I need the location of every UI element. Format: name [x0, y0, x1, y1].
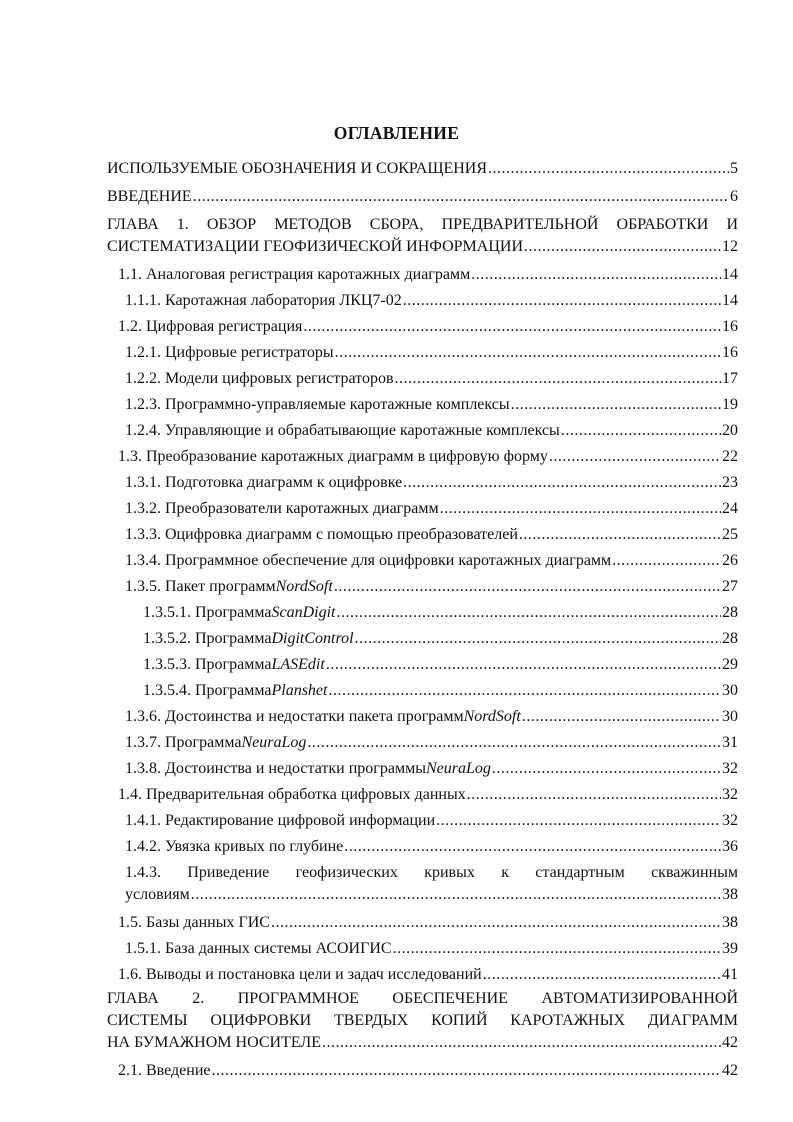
- page-number: 28: [722, 630, 738, 647]
- dot-leader: [193, 186, 729, 208]
- page-number: 32: [722, 812, 738, 829]
- toc-entry: 1.1.1. Каротажная лаборатория ЛКЦ7-02 ..... 14: [125, 290, 738, 312]
- page-number: 42: [722, 1034, 738, 1051]
- toc-entry: 1.4. Предварительная обработка цифровых данных ..... 32: [118, 784, 738, 806]
- dot-leader: [436, 810, 721, 832]
- page-number: 38: [722, 914, 738, 931]
- toc-entry: 1.3.8. Достоинства и недостатки программы NeuraLog ..... 32: [125, 758, 738, 780]
- dot-leader: [483, 964, 721, 986]
- page-number: 17: [722, 370, 738, 387]
- page-number: 12: [722, 238, 738, 255]
- dot-leader: [488, 158, 729, 180]
- dot-leader: [303, 316, 721, 338]
- page-number: 19: [722, 396, 738, 413]
- dot-leader: [471, 264, 721, 286]
- page-number: 26: [722, 552, 738, 569]
- dot-leader: [492, 758, 721, 780]
- page-number: 16: [722, 318, 738, 335]
- page-number: 39: [722, 940, 738, 957]
- page-number: 25: [722, 526, 738, 543]
- page-number: 42: [722, 1062, 738, 1079]
- dot-leader: [612, 550, 721, 572]
- dot-leader: [519, 524, 721, 546]
- page-number: 30: [722, 682, 738, 699]
- toc-entry: 1.3.2. Преобразователи каротажных диаграмм ..... 24: [125, 498, 738, 520]
- dot-leader: [511, 394, 721, 416]
- toc-entry-chapter-2: ГЛАВА 2. ПРОГРАММНОЕ ОБЕСПЕЧЕНИЕ АВТОМАТИЗИРОВАННОЙ СИСТЕМЫ ОЦИФРОВКИ ТВЕРДЫХ КОПИЙ КАРОТАЖНЫХ ДИАГРАММ НА БУМАЖНОМ НОСИТЕЛЕ ..... 42: [107, 988, 738, 1054]
- toc-entry: 1.3.5. Пакет программ NordSoft ..... 27: [125, 576, 738, 598]
- toc-entry: 1.3.5.2. Программа DigitControl ..... 28: [143, 628, 738, 650]
- toc-entry: 1.1. Аналоговая регистрация каротажных диаграмм ..... 14: [118, 264, 738, 286]
- dot-leader: [328, 680, 721, 702]
- page-number: 23: [722, 474, 738, 491]
- dot-leader: [403, 290, 721, 312]
- page-number: 14: [722, 266, 738, 283]
- dot-leader: [336, 602, 721, 624]
- dot-leader: [395, 368, 722, 390]
- toc-entry: 1.3.4. Программное обеспечение для оцифровки каротажных диаграмм ..... 26: [125, 550, 738, 572]
- toc-entry: 1.3.5.1. Программа ScanDigit ..... 28: [143, 602, 738, 624]
- dot-leader: [307, 732, 721, 754]
- page-number: 30: [722, 708, 738, 725]
- toc-entry: 1.4.1. Редактирование цифровой информации ..... 32: [125, 810, 738, 832]
- page-number: 27: [722, 578, 738, 595]
- toc-entry: 1.4.2. Увязка кривых по глубине ..... 36: [125, 836, 738, 858]
- dot-leader: [467, 784, 721, 806]
- toc-entry: 1.4.3. Приведение геофизических кривых к стандартным скважинным условиям ..... 38: [125, 862, 738, 906]
- dot-leader: [326, 654, 721, 676]
- dot-leader: [344, 836, 721, 858]
- toc-entry: 1.3.3. Оцифровка диаграмм с помощью преобразователей ..... 25: [125, 524, 738, 546]
- page-title: ОГЛАВЛЕНИЕ: [333, 123, 460, 143]
- toc-entry: 1.5. Базы данных ГИС ..... 38: [118, 912, 738, 934]
- dot-leader: [212, 1060, 722, 1082]
- page-number: 5: [730, 160, 738, 177]
- dot-leader: [524, 236, 721, 258]
- page-number: 24: [722, 500, 738, 517]
- toc-entry: 1.3.6. Достоинства и недостатки пакета программ NordSoft ..... 30: [125, 706, 738, 728]
- toc-entry: 1.2.1. Цифровые регистраторы ..... 16: [125, 342, 738, 364]
- page-number: 32: [722, 786, 738, 803]
- toc-entry: 1.3.7. Программа NeuraLog ..... 31: [125, 732, 738, 754]
- dot-leader: [355, 628, 721, 650]
- dot-leader: [522, 706, 721, 728]
- page-number: 36: [722, 838, 738, 855]
- dot-leader: [403, 472, 721, 494]
- page-number: 28: [722, 604, 738, 621]
- dot-leader: [322, 1032, 721, 1054]
- page-number: 22: [722, 448, 738, 465]
- toc-entry-chapter-1: ГЛАВА 1. ОБЗОР МЕТОДОВ СБОРА, ПРЕДВАРИТЕЛЬНОЙ ОБРАБОТКИ И СИСТЕМАТИЗАЦИИ ГЕОФИЗИЧЕСКОЙ ИНФОРМАЦИИ ..... 12: [107, 214, 738, 258]
- toc-entry: 1.3.1. Подготовка диаграмм к оцифровке ..... 23: [125, 472, 738, 494]
- page-number: 6: [730, 188, 738, 205]
- dot-leader: [549, 446, 721, 468]
- dot-leader: [440, 498, 721, 520]
- toc-entry: 1.3.5.4. Программа Planshet ..... 30: [143, 680, 738, 702]
- toc-entry: 1.6. Выводы и постановка цели и задач исследований ..... 41: [118, 964, 738, 986]
- dot-leader: [561, 420, 721, 442]
- page-number: 16: [722, 344, 738, 361]
- toc-entry: 1.2.3. Программно-управляемые каротажные комплексы ..... 19: [125, 394, 738, 416]
- page-number: 32: [722, 760, 738, 777]
- dot-leader: [335, 342, 721, 364]
- toc-entry: 1.2.4. Управляющие и обрабатывающие каротажные комплексы ..... 20: [125, 420, 738, 442]
- toc-entry-introduction: ВВЕДЕНИЕ ..... 6: [107, 186, 738, 208]
- page-number: 20: [722, 422, 738, 439]
- dot-leader: [334, 576, 721, 598]
- toc-entry: 1.3.5.3. Программа LASEdit ..... 29: [143, 654, 738, 676]
- page-number: 29: [722, 656, 738, 673]
- toc-entry-abbreviations: ИСПОЛЬЗУЕМЫЕ ОБОЗНАЧЕНИЯ И СОКРАЩЕНИЯ ..... 5: [107, 158, 738, 180]
- page-number: 31: [722, 734, 738, 751]
- toc-entry: 1.3. Преобразование каротажных диаграмм в цифровую форму ..... 22: [118, 446, 738, 468]
- toc-entry: 1.2. Цифровая регистрация ..... 16: [118, 316, 738, 338]
- toc-entry: 2.1. Введение ..... 42: [118, 1060, 738, 1082]
- page-number: 38: [722, 886, 738, 903]
- toc-entry: 1.2.2. Модели цифровых регистраторов ..... 17: [125, 368, 738, 390]
- dot-leader: [393, 938, 721, 960]
- dot-leader: [191, 884, 721, 906]
- page-number: 14: [722, 292, 738, 309]
- page-number: 41: [722, 966, 738, 983]
- toc-entry: 1.5.1. База данных системы АСОИГИС ..... 39: [125, 938, 738, 960]
- dot-leader: [271, 912, 721, 934]
